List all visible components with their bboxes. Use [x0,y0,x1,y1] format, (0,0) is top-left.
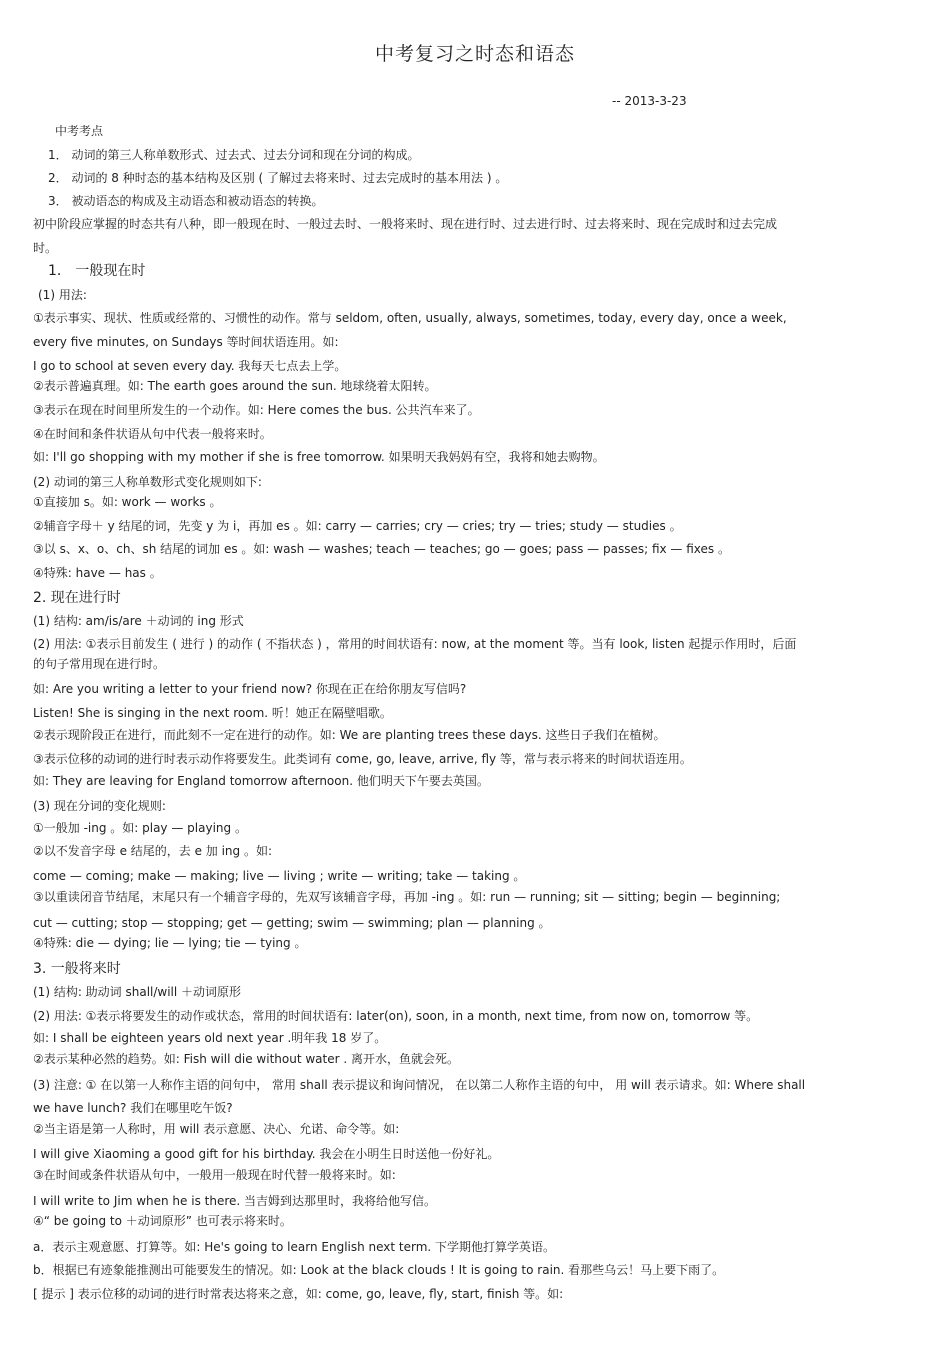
text-line: ②表示现阶段正在进行，而此刻不一定在进行的动作。如: We are planting trees these days. 这些日子我们在植树。 [33,728,666,742]
text-line: 的句子常用现在进行时。 [33,657,166,671]
text-line: ④特殊: have — has 。 [33,566,162,580]
text-line: (3) 现在分词的变化规则: [33,799,166,813]
text-line: ④特殊: die — dying; lie — lying; tie — tying 。 [33,936,307,950]
text-line: Listen! She is singing in the next room. 听！她正在隔壁唱歌。 [33,706,392,720]
text-line: 2． 动词的 8 种时态的基本结构及区别 ( 了解过去将来时、过去完成时的基本用法 ) 。 [48,171,508,185]
text-line: 如: Are you writing a letter to your friend now? 你现在正在给你朋友写信吗? [33,682,467,696]
text-line: ③在时间或条件状语从句中，一般用一般现在时代替一般将来时。如: [33,1168,396,1182]
text-line: 3． 被动语态的构成及主动语态和被动语态的转换。 [48,194,324,208]
text-line: ①表示事实、现状、性质或经常的、习惯性的动作。常与 seldom, often, usually, always, sometimes, today, every day, once a week, [33,311,787,325]
text-line: (1) 结构: am/is/are ＋动词的 ing 形式 [33,614,244,628]
text-line: ②辅音字母＋ y 结尾的词，先变 y 为 i，再加 es 。如: carry — carries; cry — cries; try — tries; study — studies 。 [33,519,682,533]
text-line: (1) 用法: [38,288,87,302]
text-line: 如: I shall be eighteen years old next year .明年我 18 岁了。 [33,1031,387,1045]
text-line: [ 提示 ] 表示位移的动词的进行时常表达将来之意，如: come, go, leave, fly, start, finish 等。如: [33,1287,564,1301]
text-line: (3) 注意: ① 在以第一人称作主语的问句中， 常用 shall 表示提议和询问情况， 在以第二人称作主语的句中， 用 will 表示请求。如: Where shall [33,1078,806,1092]
text-line: 如: They are leaving for England tomorrow afternoon. 他们明天下午要去英国。 [33,774,489,788]
text-line: (2) 用法: ①表示将要发生的动作或状态，常用的时间状语有: later(on), soon, in a month, next time, from now on, tomorrow 等。 [33,1009,759,1023]
text-line: 时。 [33,241,58,255]
text-line: 中考考点 [55,124,104,138]
text-line: ③以重读闭音节结尾，末尾只有一个辅音字母的，先双写该辅音字母，再加 -ing 。如: run — running; sit — sitting; begin — beginning; [33,890,781,904]
text-line: I go to school at seven every day. 我每天七点去上学。 [33,359,347,373]
text-line: ①一般加 -ing 。如: play — playing 。 [33,821,247,835]
text-line: ③表示在现在时间里所发生的一个动作。如: Here comes the bus. 公共汽车来了。 [33,403,480,417]
text-line: b．根据已有迹象能推测出可能要发生的情况。如: Look at the black clouds ! It is going to rain. 看那些乌云！马上要下雨了。 [33,1263,725,1277]
text-line: a．表示主观意愿、打算等。如: He's going to learn English next term. 下学期他打算学英语。 [33,1240,556,1254]
section-heading: 2. 现在进行时 [33,590,121,606]
text-line: (2) 动词的第三人称单数形式变化规则如下: [33,475,262,489]
text-line: 如: I'll go shopping with my mother if she is free tomorrow. 如果明天我妈妈有空，我将和她去购物。 [33,450,605,464]
text-line: ②表示某种必然的趋势。如: Fish will die without water . 离开水，鱼就会死。 [33,1052,459,1066]
text-line: I will write to Jim when he is there. 当吉姆到达那里时，我将给他写信。 [33,1194,437,1208]
section-heading: 3. 一般将来时 [33,961,121,977]
text-line: every five minutes, on Sundays 等时间状语连用。如: [33,335,339,349]
section-heading: 1． 一般现在时 [48,263,146,279]
text-line: come — coming; make — making; live — living ; write — writing; take — taking 。 [33,869,526,883]
page-title: 中考复习之时态和语态 [374,43,575,65]
text-line: 初中阶段应掌握的时态共有八种，即一般现在时、一般过去时、一般将来时、现在进行时、过去进行时、过去将来时、现在完成时和过去完成 [33,217,778,231]
text-line: cut — cutting; stop — stopping; get — getting; swim — swimming; plan — planning 。 [33,916,551,930]
text-line: I will give Xiaoming a good gift for his birthday. 我会在小明生日时送他一份好礼。 [33,1147,500,1161]
text-line: 1． 动词的第三人称单数形式、过去式、过去分词和现在分词的构成。 [48,148,420,162]
text-line: (1) 结构: 助动词 shall/will ＋动词原形 [33,985,242,999]
text-line: ④在时间和条件状语从句中代表一般将来时。 [33,427,272,441]
text-line: ②表示普遍真理。如: The earth goes around the sun. 地球绕着太阳转。 [33,379,437,393]
text-line: ③以 s、x、o、ch、sh 结尾的词加 es 。如: wash — washes; teach — teaches; go — goes; pass — passes; fix — fixes 。 [33,542,730,556]
text-line: ④“ be going to ＋动词原形” 也可表示将来时。 [33,1214,292,1228]
text-line: we have lunch? 我们在哪里吃午饭? [33,1101,233,1115]
text-line: ③表示位移的动词的进行时表示动作将要发生。此类词有 come, go, leave, arrive, fly 等，常与表示将来的时间状语连用。 [33,752,692,766]
text-line: ②以不发音字母 e 结尾的，去 e 加 ing 。如: [33,844,273,858]
document-date: -- 2013-3-23 [612,94,687,108]
text-line: (2) 用法: ①表示目前发生 ( 进行 ) 的动作 ( 不指状态 ) ，常用的时间状语有: now, at the moment 等。当有 look, listen 起提示作用时，后面 [33,637,797,651]
text-line: ②当主语是第一人称时，用 will 表示意愿、决心、允诺、命令等。如: [33,1122,400,1136]
text-line: ①直接加 s。如: work — works 。 [33,495,222,509]
